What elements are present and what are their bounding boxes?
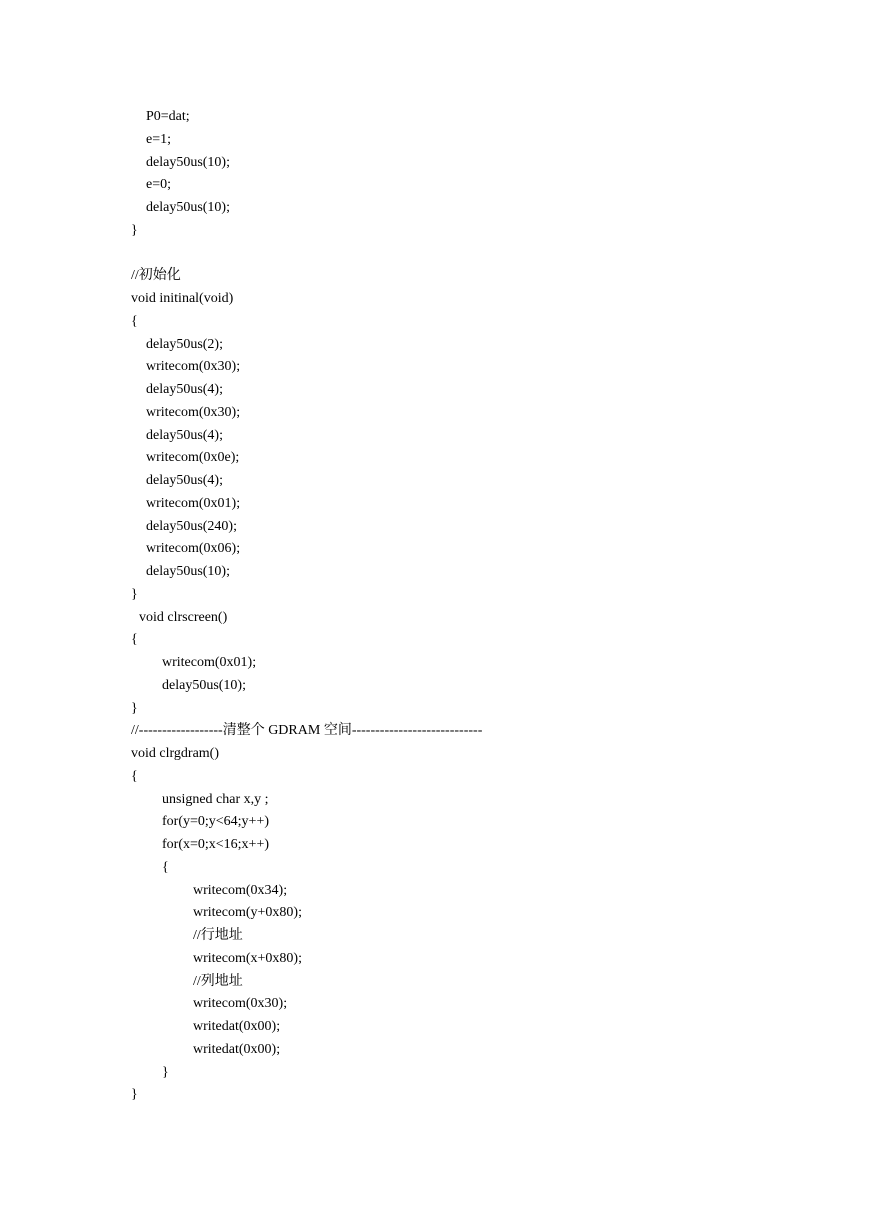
code-line: delay50us(10); — [162, 677, 246, 693]
code-line: } — [131, 700, 138, 716]
code-line: delay50us(10); — [146, 200, 230, 215]
code-line: writecom(0x06); — [146, 541, 241, 557]
code-line: } — [131, 222, 138, 238]
function-signature-clrscreen: void clrscreen() — [139, 609, 228, 625]
code-line: delay50us(10); — [146, 154, 230, 170]
code-line: delay50us(4); — [146, 427, 223, 443]
code-line: writecom(0x34); — [193, 882, 288, 898]
code-line: delay50us(240); — [146, 518, 237, 534]
code-line: writecom(0x0e); — [146, 450, 240, 466]
code-line: writedat(0x00); — [193, 1019, 281, 1034]
code-line: writecom(x+0x80); — [193, 950, 302, 966]
code-line: delay50us(2); — [146, 336, 223, 352]
code-comment-divider: //------------------清整个 GDRAM 空间---------------------------- — [131, 723, 483, 739]
code-line: e=0; — [146, 177, 171, 193]
code-line: writecom(0x01); — [162, 655, 257, 670]
code-comment: //行地址 — [193, 928, 243, 943]
code-line: delay50us(4); — [146, 382, 223, 397]
code-line: { — [131, 768, 138, 784]
code-listing — [131, 106, 831, 1107]
code-line: { — [131, 313, 138, 329]
code-line: writecom(0x30); — [146, 404, 241, 420]
code-comment: //列地址 — [193, 973, 243, 989]
code-line: writecom(0x30); — [193, 996, 288, 1012]
code-line: } — [131, 1087, 138, 1103]
code-comment: //初始化 — [131, 268, 181, 284]
code-line: P0=dat; — [146, 109, 190, 124]
code-line: writecom(y+0x80); — [193, 905, 302, 921]
code-line: delay50us(4); — [146, 473, 223, 488]
code-line: { — [162, 859, 169, 875]
code-line: unsigned char x,y ; — [162, 791, 269, 807]
code-line: } — [131, 586, 138, 602]
code-line: writedat(0x00); — [193, 1041, 281, 1057]
code-line: for(x=0;x<16;x++) — [162, 837, 270, 852]
code-line: } — [162, 1064, 169, 1080]
code-line: delay50us(10); — [146, 564, 230, 579]
code-line: writecom(0x01); — [146, 495, 241, 511]
code-line: e=1; — [146, 131, 171, 147]
function-signature-initinal: void initinal(void) — [131, 291, 234, 306]
function-signature-clrgdram: void clrgdram() — [131, 746, 219, 761]
code-line: for(y=0;y<64;y++) — [162, 814, 270, 830]
blank-line — [131, 243, 831, 266]
code-line: writecom(0x30); — [146, 359, 241, 375]
code-line: { — [131, 632, 138, 648]
